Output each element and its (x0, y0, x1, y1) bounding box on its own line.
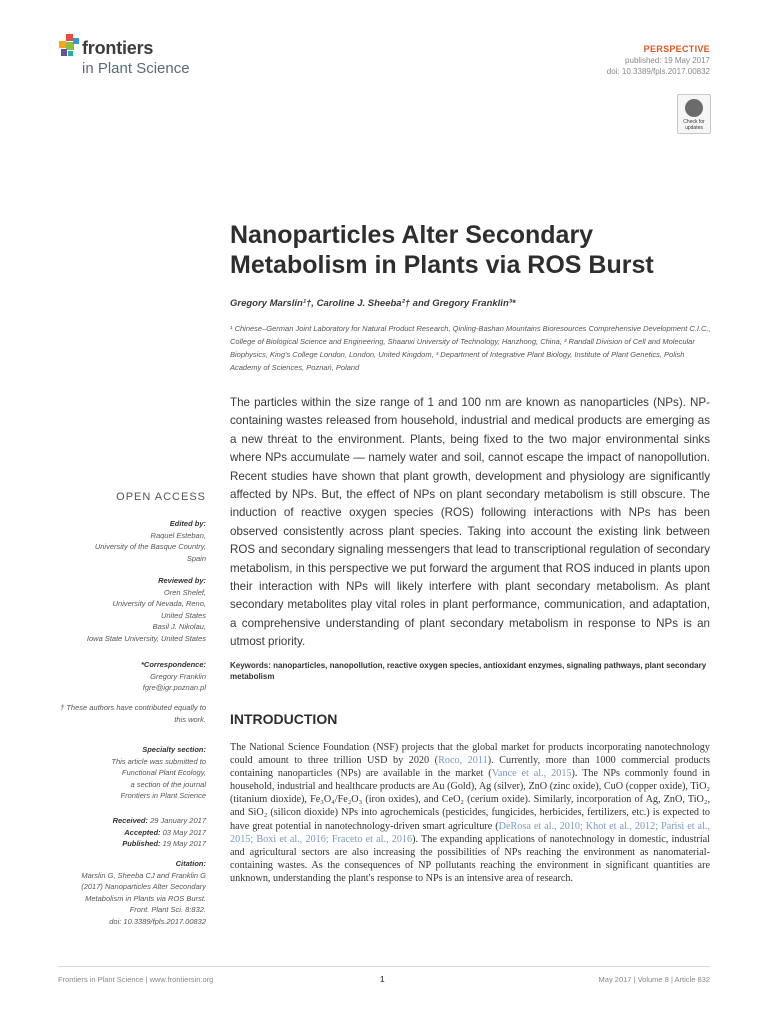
intro-paragraph (230, 741, 710, 885)
open-access-label: OPEN ACCESS (116, 491, 206, 503)
editor-affiliation: University of the Basque Country, (94, 542, 206, 551)
page-number: 1 (380, 975, 385, 984)
bookmark-icon (685, 99, 703, 117)
edited-by-label: Edited by: (169, 519, 206, 528)
reviewer-affiliation: Iowa State University, United States (86, 633, 206, 643)
intro-text: The National Science Foundation (NSF) projects that the global market for products incorporating nanotechnology could amount to three trillion USD by 2020 ( (230, 742, 710, 767)
equal-contribution-note: † These authors have contributed equally to this work. (60, 703, 206, 724)
correspondence-block (141, 659, 206, 694)
specialty-line: Frontiers in Plant Science (120, 791, 206, 800)
citation-line: Metabolism in Plants via ROS Burst. (85, 893, 206, 903)
citation-link[interactable]: Vance et al., 2015 (491, 768, 572, 780)
citation-doi[interactable]: doi: 10.3389/fpls.2017.00832 (109, 916, 206, 926)
correspondence-name: Gregory Franklin (150, 671, 206, 681)
specialty-line: a section of the journal (130, 779, 206, 789)
received-label: Received: (112, 816, 149, 825)
specialty-line: This article was submitted to (111, 756, 206, 766)
citation-link[interactable]: Roco, 2011 (438, 755, 488, 767)
footer-issue-info: May 2017 | Volume 8 | Article 832 (598, 975, 710, 984)
journal-subname: in Plant Science (82, 60, 190, 77)
reviewer-affiliation: United States (160, 610, 206, 620)
specialty-line: Functional Plant Ecology, (121, 768, 206, 777)
doi-link[interactable]: doi: 10.3389/fpls.2017.00832 (606, 67, 710, 76)
correspondence-email[interactable]: fgre@igr.poznan.pl (142, 683, 206, 692)
received-date: 29 January 2017 (150, 816, 206, 825)
citation-label: Citation: (175, 859, 206, 868)
keywords (230, 660, 710, 682)
affiliations: ¹ Chinese–German Joint Laboratory for Natural Product Research, Qinling-Bashan Mountains Bioresources Comprehensive Development C.I.C., College of Biological Science and Engineering, Shaanxi University of Technology, Hanzhong, China, ² Randall Division of Cell and Molecular Biophysics, King's College London, London, United Kingdom, ³ Department of Integrative Plant Biology, Institute of Plant Genetics, Polish Academy of Sciences, Poznań, Poland (230, 324, 711, 372)
edited-by-block (95, 518, 206, 564)
published-date-side: 19 May 2017 (162, 839, 206, 848)
citation-line: Marslin G, Sheeba CJ and Franklin G (81, 870, 206, 880)
intro-text: ). The expanding applications of nanotechnology in domestic, industrial and agricultural sectors are also increasing the possibilities of NPs reaching the environment as nanomaterial-containing wastes. As the consequences of NP pollutants reaching the environment in significant quantities are unknown, understanding the plant's response to NPs is an intensive area of research. (230, 833, 711, 884)
footer-divider (58, 966, 710, 967)
accepted-date: 03 May 2017 (162, 827, 206, 837)
footer-journal-link[interactable]: Frontiers in Plant Science | www.frontiersin.org (58, 975, 214, 984)
journal-name: frontiers (82, 38, 154, 58)
check-updates-label: Check for updates (683, 119, 705, 131)
accepted-label: Accepted: (124, 827, 161, 837)
specialty-block (111, 744, 206, 802)
section-heading: INTRODUCTION (230, 711, 338, 727)
reviewer-affiliation: University of Nevada, Reno, (112, 599, 206, 608)
reviewer-name: Basil J. Nikolau, (152, 622, 206, 631)
intro-text: ). Currently, more than 1000 commercial products containing nanoparticles (NPs) are available in the market ( (230, 755, 710, 780)
author-list: Gregory Marslin¹†, Caroline J. Sheeba²† and Gregory Franklin³* (230, 298, 516, 309)
specialty-label: Specialty section: (142, 745, 206, 754)
published-label: Published: (122, 839, 161, 848)
editor-name: Raquel Esteban, (150, 530, 206, 540)
intro-text: ). The NPs commonly found in household, industrial and healthcare products are Au (Gold), Ag (silver), ZnO (zinc oxide), CuO (copper oxide), TiO₂ (titanium dioxide), Fe₃O₄/Fe₂O₃ (iron oxides), and CeO₂ (cerium oxide). Similarly, incorporation of Ag, ZnO, TiO₂, and SiO₂ (silicon dioxide) NPs into agrochemicals (pesticides, fungicides, herbicides, fertilizers, etc.) is expected to have great potential in nanotechnology-driven smart agriculture ( (230, 768, 710, 832)
reviewed-by-block (87, 575, 206, 644)
published-date: published: 19 May 2017 (625, 56, 710, 65)
keywords-text: nanoparticles, nanopollution, reactive oxygen species, antioxidant enzymes, signaling pathways, plant secondary metabolism (230, 661, 707, 681)
article-type-label: PERSPECTIVE (643, 44, 710, 54)
abstract: The particles within the size range of 1 and 100 nm are known as nanoparticles (NPs). NP-containing wastes released from household, industrial and medical products are emerging as a new threat to the environment. Plants, being fixed to the two major environmental sinks where NPs accumulate — namely water and soil, cannot escape the impact of nanopollution. Recent studies have shown that plant growth, development and physiology are significantly affected by NPs. But, the effect of NPs on plant secondary metabolism is still obscure. The induction of reactive oxygen species (ROS) following interactions with NPs has been observed consistently across plant species. Taking into account the existing link between ROS and secondary signaling messengers that lead to transcriptional regulation of secondary metabolism, in this perspective we put forward the argument that ROS induced in plants upon their interaction with NPs will likely interfere with plant secondary metabolism. As plant secondary metabolites play vital roles in plant performance, communication, and adaptation, a comprehensive understanding of plant secondary metabolism in response to NPs is an utmost priority. (230, 396, 710, 649)
check-for-updates-button[interactable] (677, 94, 711, 134)
frontiers-logo-icon (58, 34, 80, 60)
dates-block (113, 815, 206, 850)
citation-line: (2017) Nanoparticles Alter Secondary (81, 882, 206, 891)
correspondence-label: *Correspondence: (140, 660, 206, 669)
article-title: Nanoparticles Alter Secondary Metabolism in Plants via ROS Burst (230, 221, 654, 279)
citation-link[interactable]: DeRosa et al., 2010; Khot et al., 2012; Parisi et al., 2015; Boxi et al., 2016; Fraceto et al., 2016 (230, 820, 710, 845)
citation-line: Front. Plant Sci. 8:832. (129, 905, 206, 914)
reviewer-name: Oren Shelef, (163, 587, 206, 597)
citation-block (81, 858, 206, 927)
keywords-label: Keywords: (230, 661, 271, 670)
reviewed-by-label: Reviewed by: (158, 576, 206, 585)
editor-affiliation: Spain (186, 553, 206, 563)
